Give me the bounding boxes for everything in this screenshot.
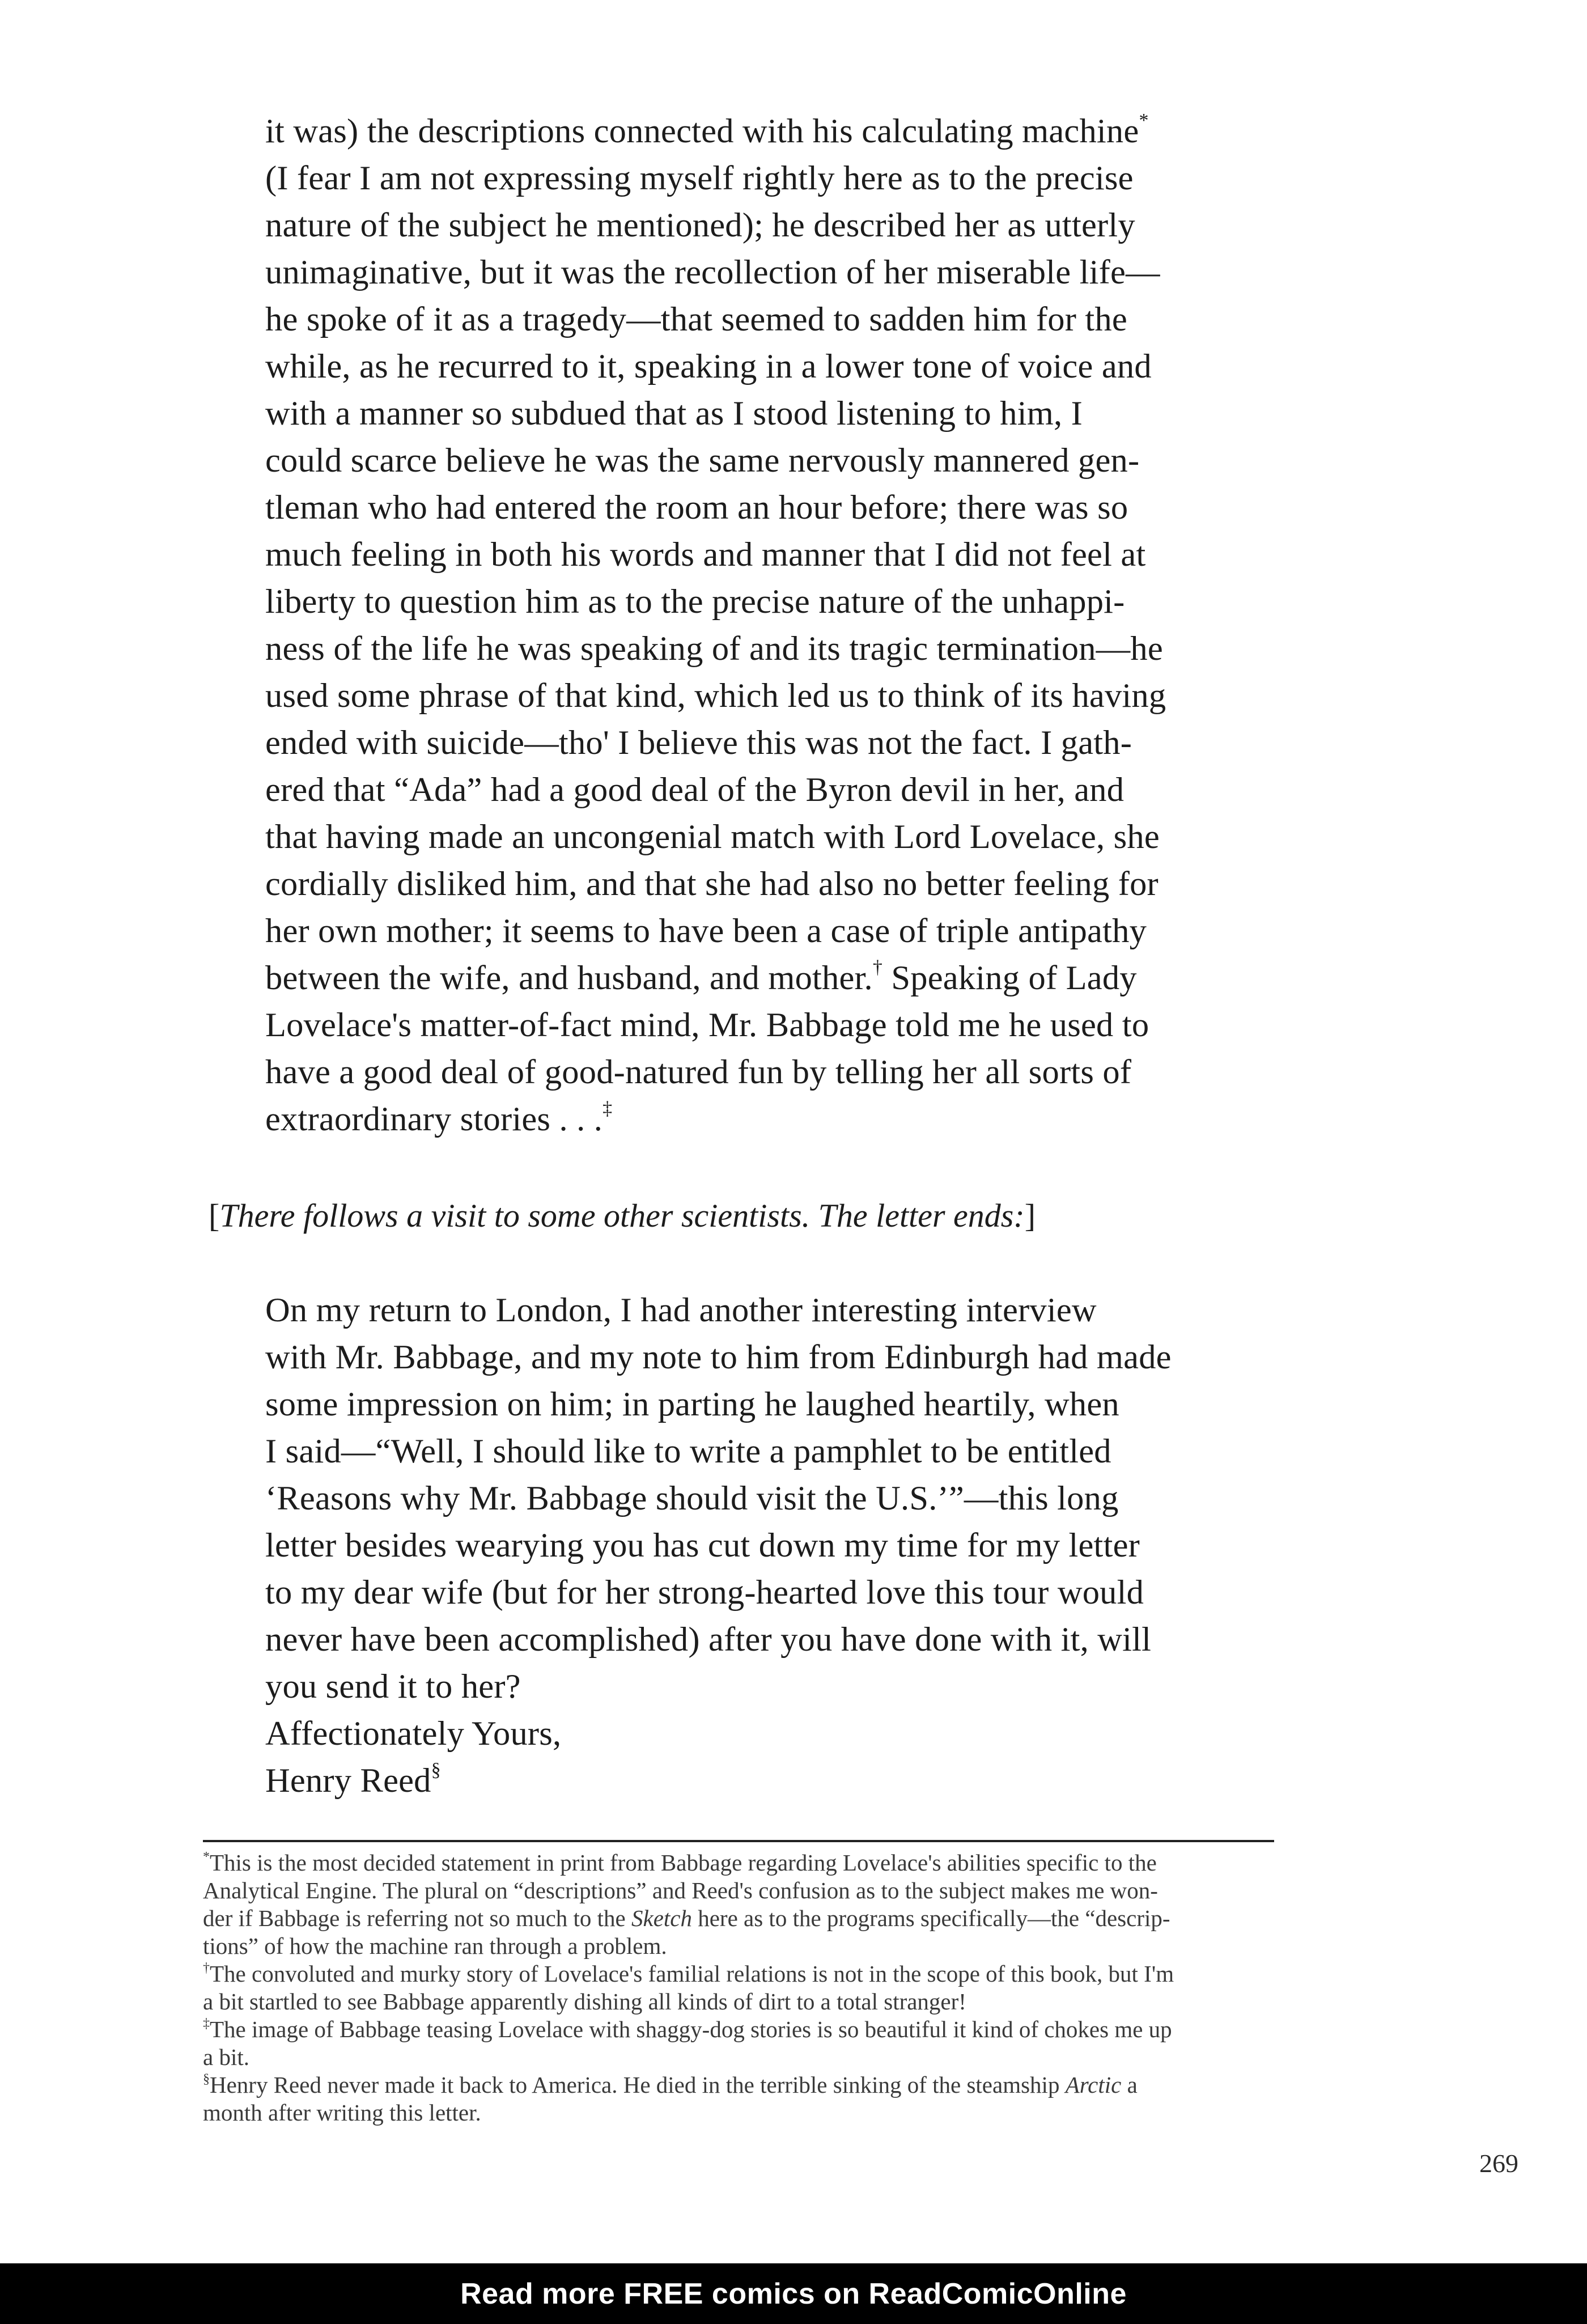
footnote-line: Analytical Engine. The plural on “descriptions” and Reed's confusion as to the subject makes me won- [203, 1877, 1158, 1903]
text-line: that having made an uncongenial match with Lord Lovelace, she [265, 818, 1160, 856]
text-line: nature of the subject he mentioned); he described her as utterly [265, 206, 1135, 244]
footnote-ref-double-dagger: ‡ [602, 1098, 613, 1119]
text-line: letter besides wearying you has cut down my time for my letter [265, 1526, 1140, 1564]
page-number: 269 [1479, 2149, 1518, 2178]
text-line: much feeling in both his words and manner that I did not feel at [265, 536, 1146, 574]
promo-banner-text[interactable]: Read more FREE comics on ReadComicOnline [460, 2277, 1127, 2310]
text-line: ness of the life he was speaking of and its tragic termination—he [265, 630, 1163, 668]
text-line: (I fear I am not expressing myself rightly here as to the precise [265, 159, 1134, 197]
text-line: her own mother; it seems to have been a case of triple antipathy [265, 912, 1147, 950]
footnotes [203, 1849, 1393, 2127]
text-line: extraordinary stories . . .‡ [265, 1098, 613, 1138]
text-line: to my dear wife (but for her strong-hearted love this tour would [265, 1574, 1144, 1611]
text-line: never have been accomplished) after you have done with it, will [265, 1621, 1152, 1659]
text-line: could scarce believe he was the same nervously mannered gen- [265, 442, 1140, 480]
footnote-mark: * [203, 1850, 210, 1864]
footnote-mark: † [203, 1961, 210, 1975]
text-line: On my return to London, I had another interesting interview [265, 1291, 1097, 1329]
footnote-mark: § [203, 2072, 210, 2086]
footnote-line: §Henry Reed never made it back to America. He died in the terrible sinking of the steamship Arctic a [203, 2072, 1138, 2098]
text-line: cordially disliked him, and that she had also no better feeling for [265, 865, 1159, 903]
footnote-line: month after writing this letter. [203, 2100, 481, 2126]
text-line: tleman who had entered the room an hour before; there was so [265, 489, 1128, 527]
footnote-line: ‡The image of Babbage teasing Lovelace with shaggy-dog stories is so beautiful it kind of chokes me up [203, 2016, 1172, 2042]
footnote-line: a bit startled to see Babbage apparently dishing all kinds of dirt to a total stranger! [203, 1988, 966, 2015]
text-line: some impression on him; in parting he laughed heartily, when [265, 1385, 1119, 1423]
text-line: with Mr. Babbage, and my note to him from Edinburgh had made [265, 1338, 1172, 1376]
footnote-mark: ‡ [203, 2016, 210, 2031]
text-line: you send it to her? [265, 1668, 521, 1706]
text-line: between the wife, and husband, and mother.† Speaking of Lady [265, 957, 1137, 997]
text-line: ended with suicide—tho' I believe this was not the fact. I gath- [265, 724, 1132, 762]
text-line: ered that “Ada” had a good deal of the Byron devil in her, and [265, 771, 1125, 809]
footnote-line: *This is the most decided statement in print from Babbage regarding Lovelace's abilities specific to the [203, 1850, 1157, 1876]
footnote-ref-dagger: † [872, 957, 883, 978]
text-line: liberty to question him as to the precise nature of the unhappi- [265, 583, 1125, 621]
footnote-ref-section: § [431, 1759, 441, 1780]
promo-banner[interactable] [0, 2263, 1587, 2324]
text-line: used some phrase of that kind, which led us to think of its having [265, 677, 1166, 715]
text-line: with a manner so subdued that as I stood listening to him, I [265, 395, 1083, 432]
text-line: unimaginative, but it was the recollection of her miserable life— [265, 253, 1160, 291]
text-line: it was) the descriptions connected with his calculating machine* [265, 110, 1149, 150]
footnote-divider [203, 1840, 1274, 1842]
editorial-interjection: [There follows a visit to some other scientists. The letter ends:] [209, 1197, 1036, 1234]
letter-excerpt-top [265, 108, 1331, 1143]
letter-closing: Affectionately Yours, [265, 1715, 562, 1753]
text-line: Lovelace's matter-of-fact mind, Mr. Babbage told me he used to [265, 1006, 1149, 1044]
text-line: he spoke of it as a tragedy—that seemed to sadden him for the [265, 300, 1127, 338]
text-line: while, as he recurred to it, speaking in a lower tone of voice and [265, 347, 1152, 385]
footnote-ref-asterisk: * [1139, 110, 1149, 131]
text-line: I said—“Well, I should like to write a pamphlet to be entitled [265, 1432, 1111, 1470]
letter-excerpt-bottom [265, 1287, 1331, 1804]
text-line: ‘Reasons why Mr. Babbage should visit the U.S.’”—this long [265, 1479, 1119, 1517]
footnote-line: tions” of how the machine ran through a problem. [203, 1933, 667, 1959]
letter-signature: Henry Reed§ [265, 1759, 441, 1800]
text-line: have a good deal of good-natured fun by telling her all sorts of [265, 1053, 1132, 1091]
footnote-line: der if Babbage is referring not so much to the Sketch here as to the programs specifically—the “descrip- [203, 1905, 1170, 1931]
footnote-line: †The convoluted and murky story of Lovelace's familial relations is not in the scope of this book, but I'm [203, 1961, 1174, 1987]
footnote-line: a bit. [203, 2044, 249, 2070]
